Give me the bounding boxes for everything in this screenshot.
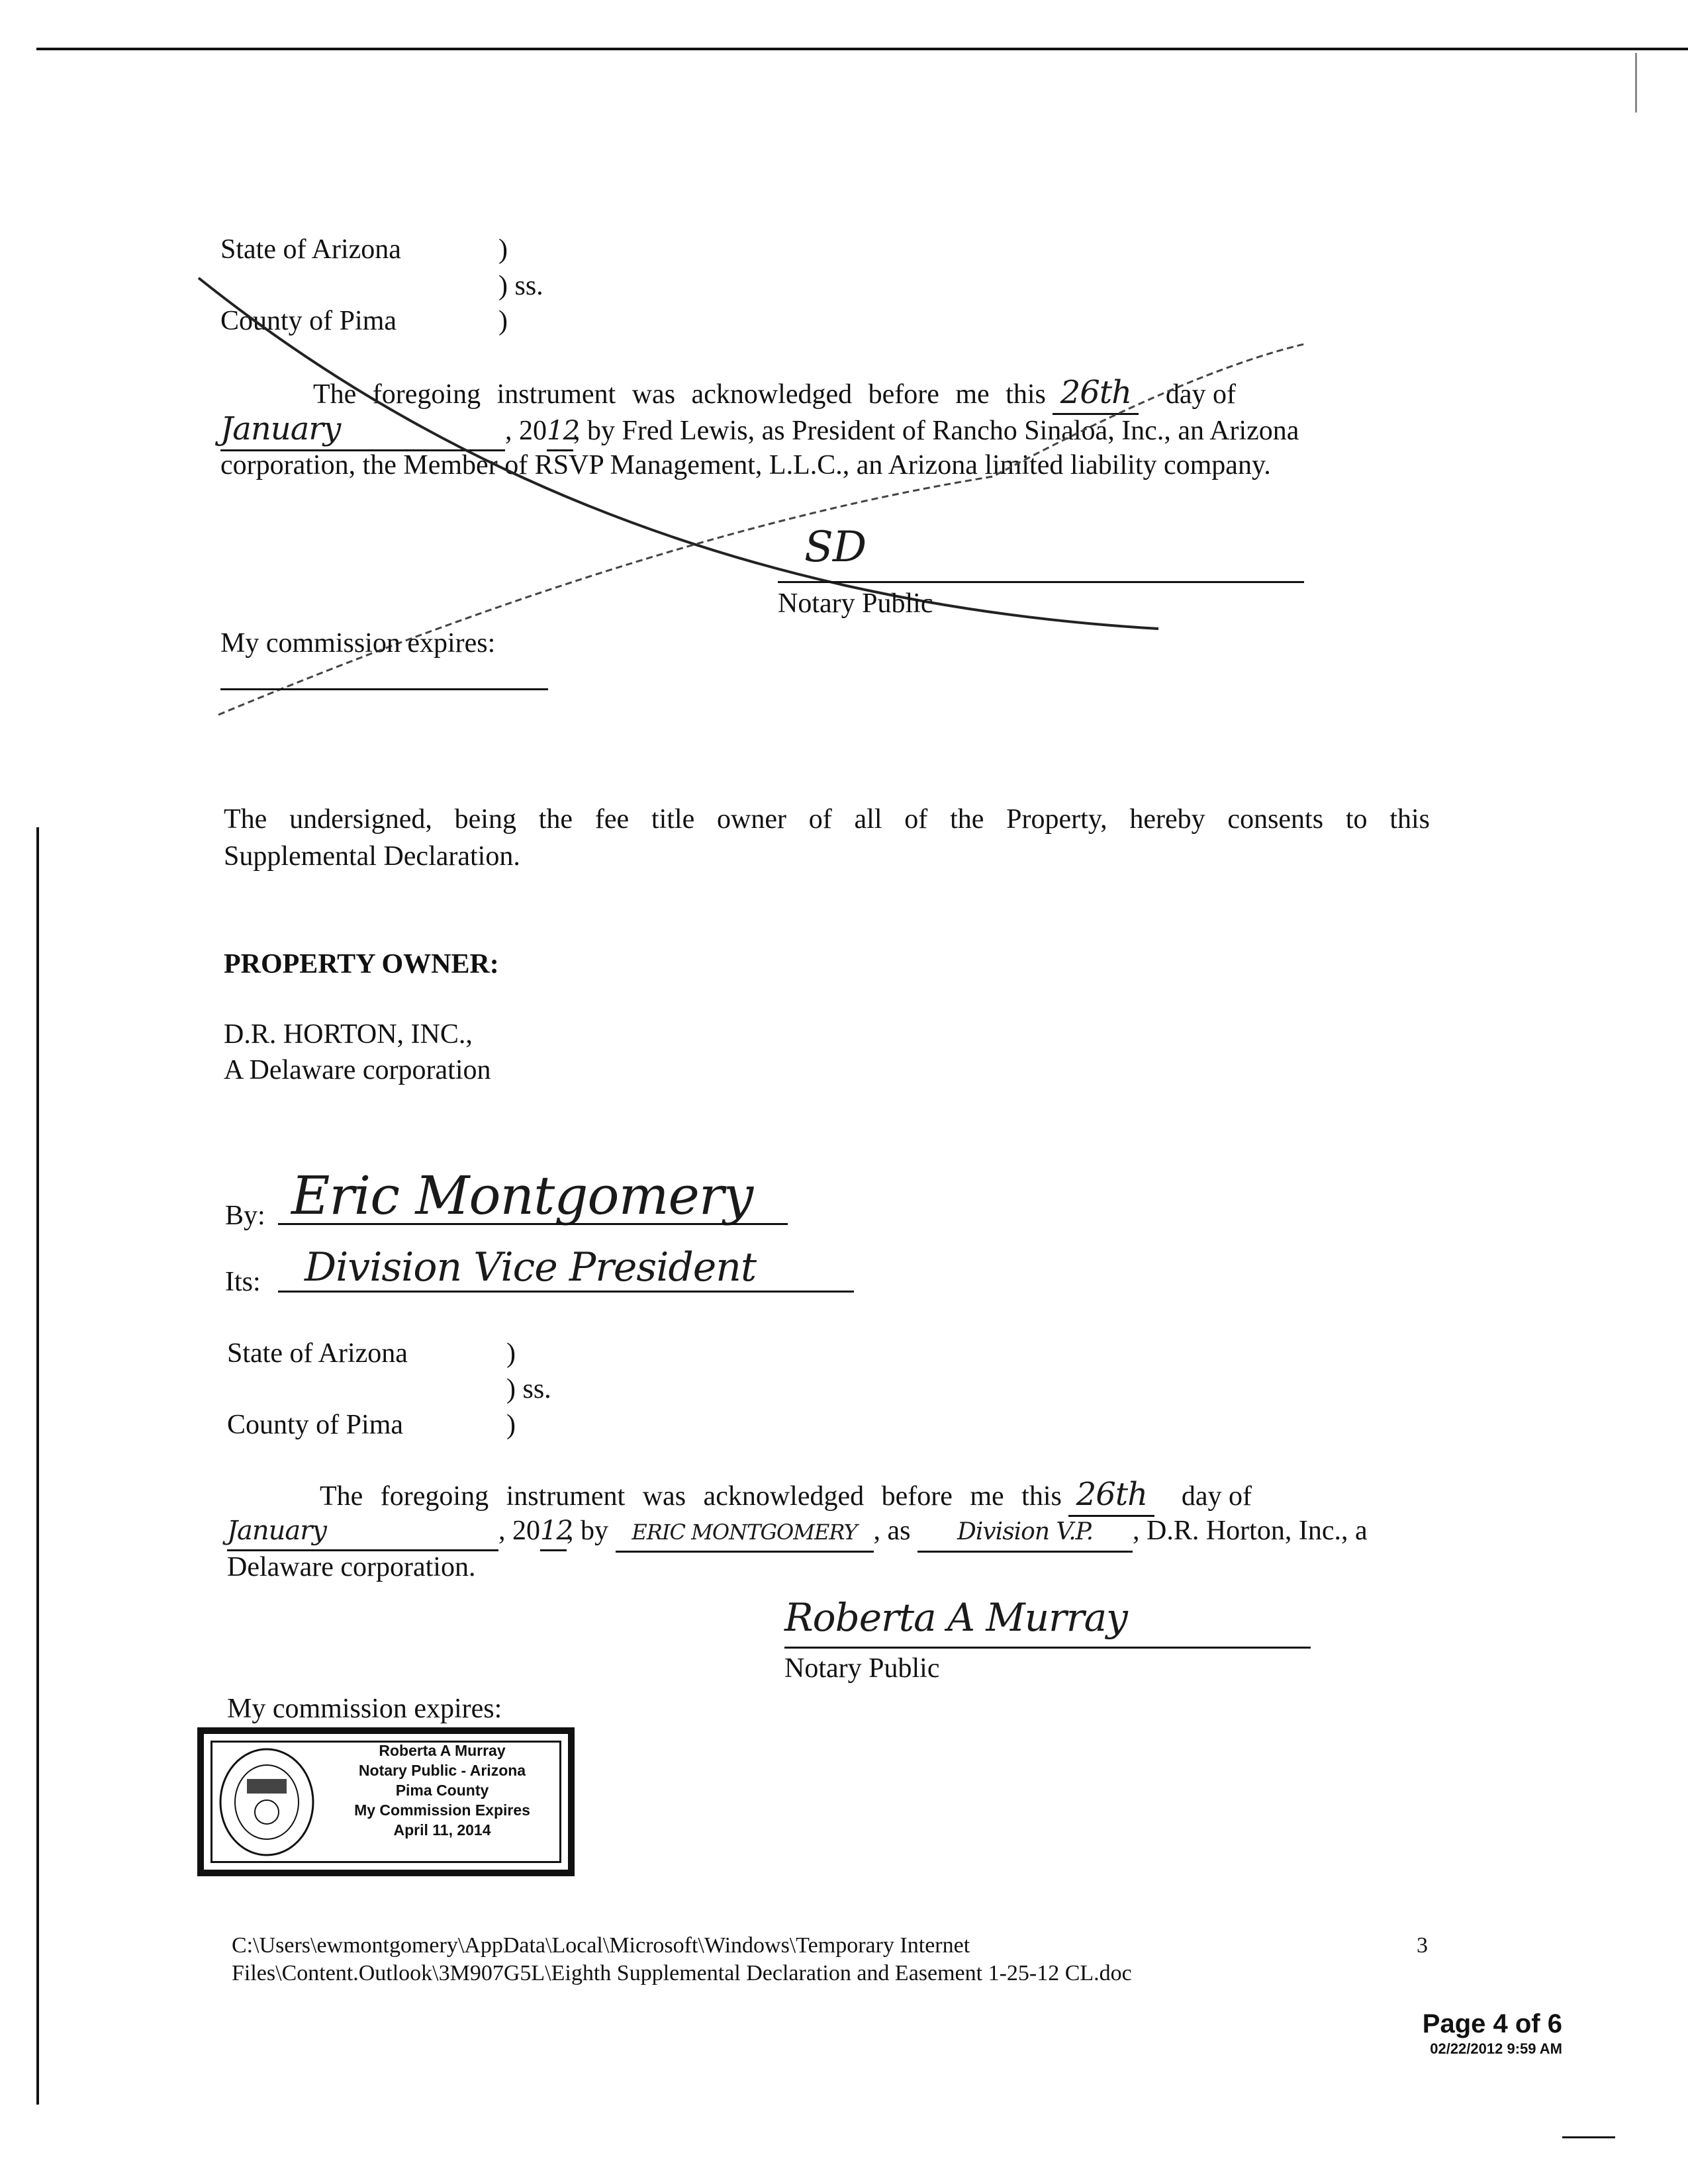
notary1-month-value: January bbox=[220, 410, 341, 447]
notary1-signature: SD bbox=[804, 523, 867, 572]
owner-by-label: By: bbox=[225, 1201, 265, 1231]
footer-path-line-2: Files\Content.Outlook\3M907G5L\Eighth Supplemental Declaration and Easement 1-25-12 CL.doc bbox=[232, 1961, 1132, 1985]
notary2-commission-label: My commission expires: bbox=[227, 1694, 502, 1724]
notary1-text-d: corporation, the Member of RSVP Management, L.L.C., an Arizona limited liability company. bbox=[220, 450, 1271, 480]
consent-text-b: Supplemental Declaration. bbox=[224, 841, 520, 872]
notary1-year-prefix: , 20 bbox=[505, 416, 547, 446]
notary2-text-b: day of bbox=[1181, 1481, 1252, 1512]
notary2-notary-label: Notary Public bbox=[784, 1653, 940, 1684]
notary-seal-icon bbox=[217, 1746, 316, 1858]
notary2-ack-line-1 bbox=[227, 1476, 1436, 1517]
footer-path-line-1: C:\Users\ewmontgomery\AppData\Local\Microsoft\Windows\Temporary Internet bbox=[232, 1933, 970, 1958]
bottom-right-mark bbox=[1562, 2136, 1615, 2138]
notary2-paren-2: ) bbox=[506, 1410, 516, 1440]
stamp-line-4: My Commission Expires bbox=[354, 1801, 530, 1819]
notary2-text-a: The foregoing instrument was acknowledged before me this bbox=[320, 1481, 1062, 1512]
owner-its-line bbox=[278, 1291, 854, 1293]
stamp-line-1: Roberta A Murray bbox=[379, 1742, 506, 1759]
stamp-line-3: Pima County bbox=[395, 1782, 489, 1799]
page-of-label: Page 4 of 6 bbox=[1422, 2009, 1562, 2038]
notary1-commission-line bbox=[220, 688, 548, 690]
owner-by-signature: Eric Montgomery bbox=[291, 1165, 753, 1226]
notary1-text-b: day of bbox=[1165, 379, 1237, 410]
notary2-ss: ) ss. bbox=[506, 1374, 551, 1404]
owner-its-value: Division Vice President bbox=[305, 1244, 757, 1291]
notary2-by-value: ERIC MONTGOMERY bbox=[632, 1520, 857, 1545]
notary1-ss: ) ss. bbox=[498, 271, 543, 301]
notary2-year-value: 12 bbox=[540, 1516, 573, 1546]
notary2-signature: Roberta A Murray bbox=[784, 1595, 1127, 1640]
notary1-notary-label: Notary Public bbox=[778, 588, 933, 619]
notary1-commission-label: My commission expires: bbox=[220, 628, 496, 659]
notary-stamp bbox=[197, 1727, 575, 1876]
notary1-county-label: County of Pima bbox=[220, 306, 397, 336]
notary2-by-label: , by bbox=[567, 1516, 608, 1546]
notary1-paren-1: ) bbox=[498, 234, 508, 265]
owner-heading: PROPERTY OWNER: bbox=[224, 949, 499, 979]
footer-page-number: 3 bbox=[1417, 1933, 1428, 1958]
consent-text-a: The undersigned, being the fee title owner of all of the Property, hereby consents to this bbox=[224, 804, 1430, 835]
owner-by-line bbox=[278, 1223, 788, 1225]
notary2-signature-line bbox=[784, 1647, 1311, 1649]
notary1-signature-line bbox=[778, 581, 1304, 583]
notary1-text-a: The foregoing instrument was acknowledged before me this bbox=[313, 379, 1046, 410]
stamp-line-5: April 11, 2014 bbox=[393, 1821, 491, 1839]
notary1-paren-2: ) bbox=[498, 306, 508, 336]
owner-its-label: Its: bbox=[225, 1267, 261, 1297]
timestamp-label: 02/22/2012 9:59 AM bbox=[1430, 2040, 1562, 2057]
notary2-day-value: 26th bbox=[1076, 1476, 1148, 1513]
notary1-year-value: 12 bbox=[547, 416, 579, 446]
notary2-paren-1: ) bbox=[506, 1338, 516, 1369]
notary1-text-c: , by Fred Lewis, as President of Rancho Sinaloa, Inc., an Arizona bbox=[573, 416, 1299, 446]
notary2-year-prefix: , 20 bbox=[498, 1516, 540, 1546]
notary2-as-value: Division V.P. bbox=[957, 1518, 1094, 1545]
owner-name: D.R. HORTON, INC., bbox=[224, 1019, 473, 1050]
notary2-text-d: Delaware corporation. bbox=[227, 1552, 476, 1582]
notary1-state-label: State of Arizona bbox=[220, 234, 401, 265]
notary2-ack-line-2 bbox=[227, 1512, 1445, 1553]
notary1-day-value: 26th bbox=[1060, 374, 1132, 411]
notary2-state-label: State of Arizona bbox=[227, 1338, 408, 1369]
notary2-county-label: County of Pima bbox=[227, 1410, 404, 1440]
owner-type: A Delaware corporation bbox=[224, 1055, 491, 1085]
notary2-text-c: , D.R. Horton, Inc., a bbox=[1133, 1516, 1368, 1546]
notary2-month-value: January bbox=[227, 1516, 326, 1546]
notary2-as-label: , as bbox=[873, 1516, 911, 1546]
stamp-line-2: Notary Public - Arizona bbox=[358, 1762, 526, 1779]
left-margin-line bbox=[36, 827, 39, 2105]
